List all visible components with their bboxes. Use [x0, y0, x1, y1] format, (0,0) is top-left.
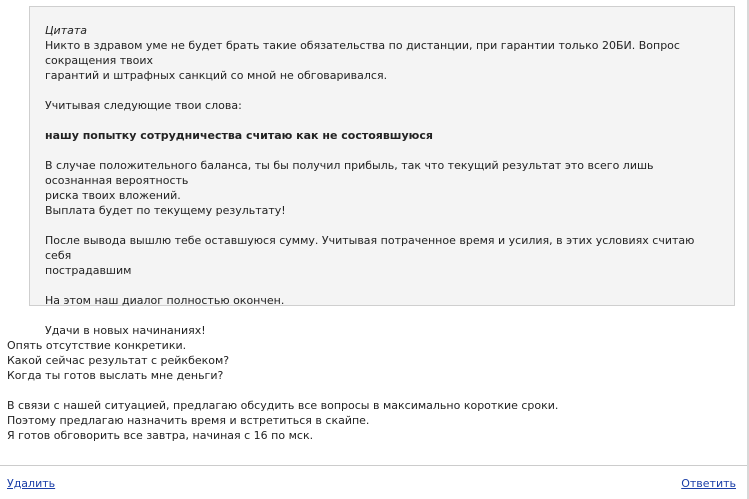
quote-text-line: На этом наш диалог полностью окончен.: [45, 294, 285, 307]
quote-text-line: гарантий и штрафных санкций со мной не обговаривался.: [45, 69, 388, 82]
quote-text-line: Учитывая следующие твои слова:: [45, 99, 242, 112]
message-line: Какой сейчас результат с рейкбеком?: [7, 354, 230, 367]
quote-text-line: После вывода вышлю тебе оставшуюся сумму. Учитывая потраченное время и усилия, в этих условиях считаю себя: [45, 234, 695, 262]
message-line: В связи с нашей ситуацией, предлагаю обсудить все вопросы в максимально короткие сроки.: [7, 399, 559, 412]
message-line: Когда ты готов выслать мне деньги?: [7, 369, 224, 382]
quote-bold-statement: нашу попытку сотрудничества считаю как не состоявшуюся: [45, 129, 433, 142]
quote-text-line: пострадавшим: [45, 264, 132, 277]
message-line: Я готов обговорить все завтра, начиная с 16 по мск.: [7, 429, 314, 442]
quote-title: Цитата: [45, 24, 87, 37]
quote-text-line: Выплата будет по текущему результату!: [45, 204, 286, 217]
message-line: Опять отсутствие конкретики.: [7, 339, 187, 352]
quote-text-line: риска твоих вложений.: [45, 189, 181, 202]
message-body: [7, 338, 727, 458]
message-line: Поэтому предлагаю назначить время и встретиться в скайпе.: [7, 414, 370, 427]
delete-link[interactable]: Удалить: [7, 477, 56, 490]
quote-block: [29, 6, 735, 337]
reply-link[interactable]: Ответить: [681, 477, 736, 490]
quote-text-line: Удачи в новых начинаниях!: [45, 324, 206, 337]
footer-divider: [0, 465, 747, 466]
quote-text-line: В случае положительного баланса, ты бы получил прибыль, так что текущий результат это всего лишь осознанная вероятность: [45, 159, 654, 187]
quote-text-line: Никто в здравом уме не будет брать такие обязательства по дистанции, при гарантии только 20БИ. Вопрос сокращения твоих: [45, 39, 680, 67]
